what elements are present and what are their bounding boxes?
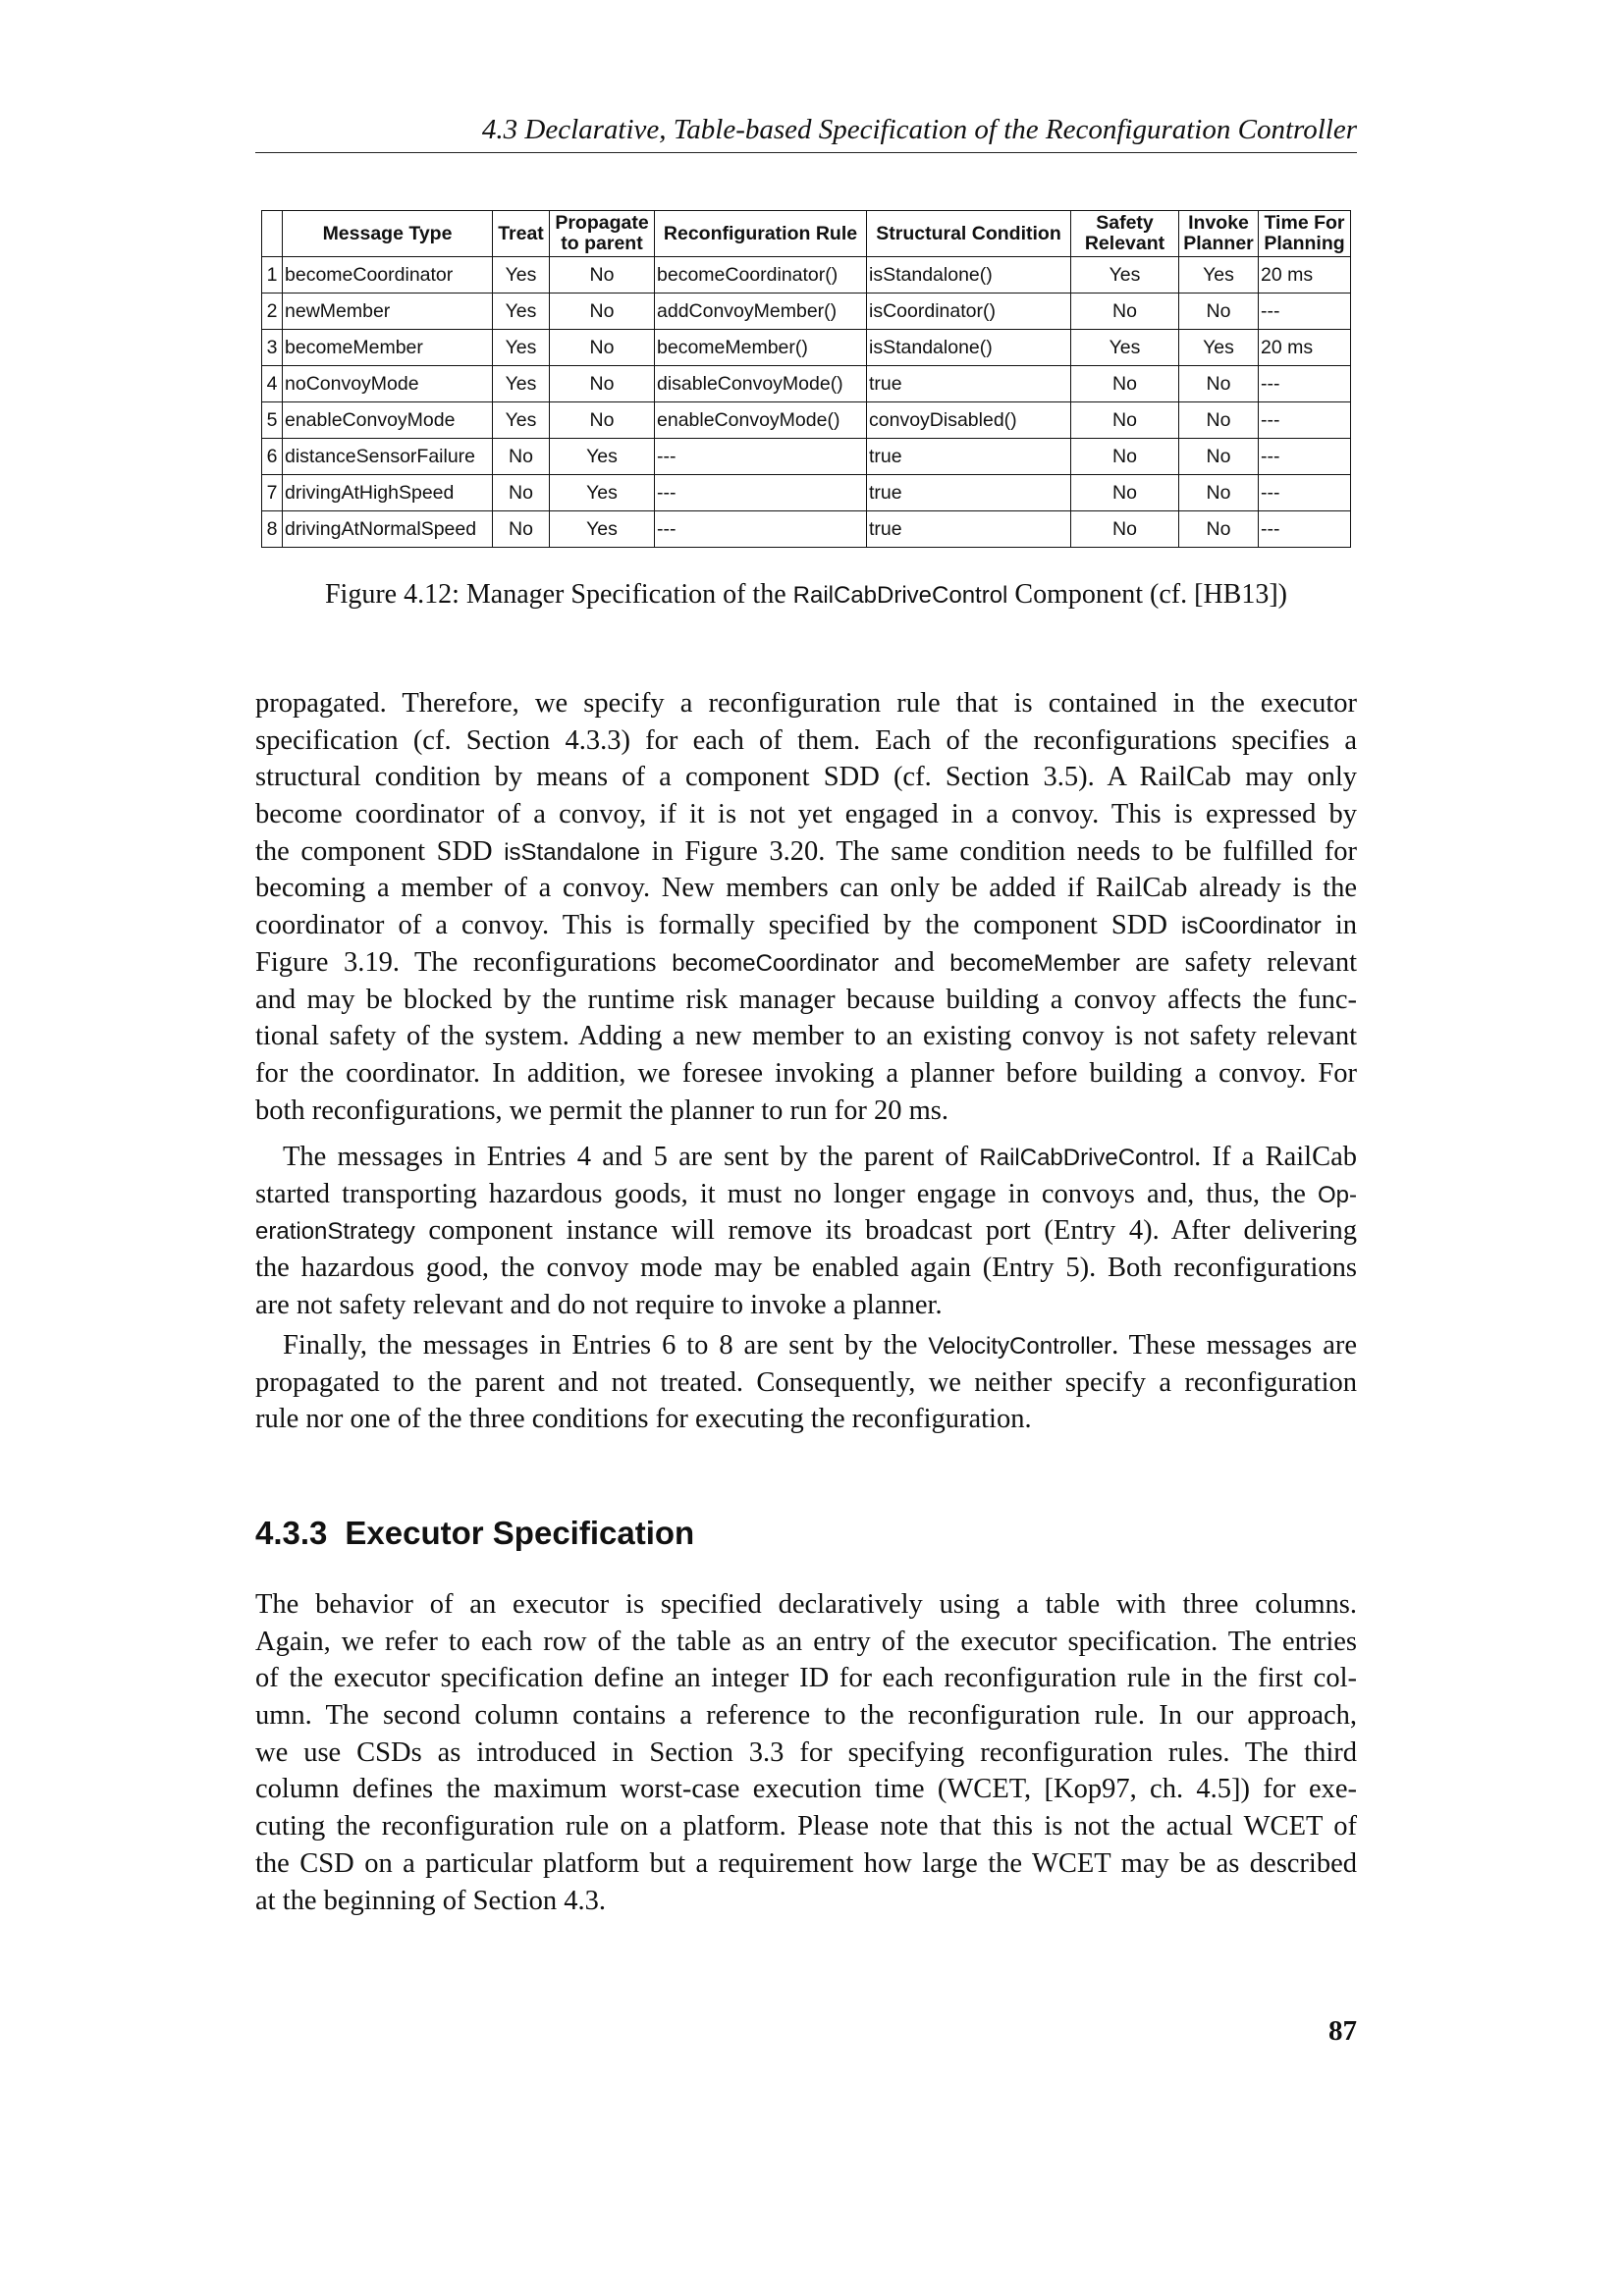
table-cell: Yes [493,330,550,366]
text-line [255,1055,1357,1093]
table-cell: --- [1259,366,1351,402]
table-cell: No [493,439,550,475]
code-identifier: isStandalone [504,838,640,866]
table-cell: disableConvoyMode() [655,366,867,402]
column-header-text: Propagate [555,212,649,234]
table-cell: No [1179,475,1259,511]
caption-component: RailCabDriveControl [792,582,1008,609]
table-cell: Yes [1179,330,1259,366]
table-cell: 8 [262,511,283,548]
column-header [655,211,867,257]
column-header-text: Safety [1096,212,1154,234]
text-run: at the beginning of Section 4.3. [255,1885,606,1916]
table-cell: 20 ms [1259,330,1351,366]
column-header-text: Time For [1264,212,1345,234]
table-cell: 6 [262,439,283,475]
text-line [255,1845,1357,1883]
table-cell: 3 [262,330,283,366]
table-cell: noConvoyMode [283,366,493,402]
table-cell: --- [655,439,867,475]
table-cell: Yes [493,402,550,439]
column-header [262,211,283,257]
text-run: specification (cf. Section 4.3.3) for each of them. Each of the reconfigurations specifies a [255,724,1357,756]
column-header [1071,211,1179,257]
table-cell: Yes [493,294,550,330]
text-run: and may be blocked by the runtime risk manager because building a convoy affects the func- [255,984,1357,1015]
table-cell: No [550,294,655,330]
table-cell: Yes [550,511,655,548]
text-run: we use CSDs as introduced in Section 3.3 for specifying reconfiguration rules. The third [255,1736,1357,1768]
column-header-text: Treat [498,222,544,244]
table-row [262,511,1351,548]
table-cell: true [867,439,1071,475]
paragraph-1 [255,685,1357,1129]
table-cell: 4 [262,366,283,402]
table-row [262,330,1351,366]
table-cell: No [1071,511,1179,548]
table-cell: becomeMember() [655,330,867,366]
text-line [255,1176,1357,1213]
column-header [1179,211,1259,257]
caption-prefix: Figure 4.12: Manager Specification of the [324,579,793,610]
table-cell: 5 [262,402,283,439]
column-header-text: to parent [561,233,643,254]
table-cell: No [550,402,655,439]
manager-specification-table [261,210,1351,548]
table-cell: enableConvoyMode [283,402,493,439]
table-cell: drivingAtNormalSpeed [283,511,493,548]
paragraph-4 [255,1586,1357,1919]
text-run: of the executor specification define an integer ID for each reconfiguration rule in the first col- [255,1663,1357,1694]
text-line [255,1018,1357,1055]
text-run: started transporting hazardous goods, it must no longer engage in convoys and, thus, the [255,1178,1318,1209]
column-header-text: Invoke [1188,212,1249,234]
text-line [255,759,1357,796]
table-cell: No [1071,475,1179,511]
code-identifier: RailCabDriveControl [979,1145,1195,1171]
text-line [255,833,1357,871]
page-number: 87 [1328,2015,1357,2047]
text-line [255,722,1357,760]
table-cell: convoyDisabled() [867,402,1071,439]
table-cell: distanceSensorFailure [283,439,493,475]
table-cell: newMember [283,294,493,330]
text-line [255,1697,1357,1735]
text-line [255,1624,1357,1661]
table-cell: drivingAtHighSpeed [283,475,493,511]
text-line [255,1660,1357,1697]
table-cell: No [1071,402,1179,439]
table-cell: --- [655,475,867,511]
table-cell: 20 ms [1259,257,1351,294]
text-line [255,1735,1357,1772]
text-run: the CSD on a particular platform but a requirement how large the WCET may be as described [255,1847,1357,1879]
text-run: the hazardous good, the convoy mode may be enabled again (Entry 5). Both reconfigurations [255,1253,1357,1284]
figure-caption [255,579,1357,611]
text-run: cuting the reconfiguration rule on a platform. Please note that this is not the actual WCET of [255,1811,1357,1842]
column-header [283,211,493,257]
text-run: propagated to the parent and not treated. Consequently, we neither specify a reconfiguration [255,1366,1357,1398]
text-line [255,1139,1357,1176]
table-cell: Yes [493,257,550,294]
text-run: component instance will remove its broadcast port (Entry 4). After delivering [414,1215,1357,1247]
text-run: umn. The second column contains a reference to the reconfiguration rule. In our approach, [255,1700,1357,1732]
table-cell: Yes [1179,257,1259,294]
text-line [255,1364,1357,1402]
text-run: in Figure 3.20. The same condition needs to be fulfilled for [640,835,1357,867]
table-cell: --- [655,511,867,548]
table-header-row [262,211,1351,257]
table-cell: Yes [1071,330,1179,366]
table-cell: isStandalone() [867,330,1071,366]
text-run: structural condition by means of a component SDD (cf. Section 3.5). A RailCab may only [255,762,1357,793]
table-cell: No [550,366,655,402]
text-line [255,1327,1357,1364]
code-identifier: VelocityController [928,1333,1112,1360]
text-line [255,1883,1357,1920]
code-identifier: becomeCoordinator [672,949,880,977]
section-heading [255,1515,694,1552]
text-run: coordinator of a convoy. This is formally specified by the component SDD [255,910,1182,941]
table-row [262,439,1351,475]
table-cell: No [550,330,655,366]
table-cell: Yes [550,475,655,511]
text-line [255,1250,1357,1287]
text-line [255,982,1357,1019]
table-cell: No [1071,366,1179,402]
table-cell: true [867,366,1071,402]
table-cell: 7 [262,475,283,511]
table-row [262,402,1351,439]
code-identifier: Op- [1317,1181,1357,1208]
table-cell: No [493,475,550,511]
text-run: in [1321,910,1357,941]
text-line [255,1287,1357,1324]
text-run: rule nor one of the three conditions for executing the reconfiguration. [255,1404,1032,1435]
table-cell: enableConvoyMode() [655,402,867,439]
table-cell: --- [1259,439,1351,475]
text-run: . These messages are [1111,1330,1357,1361]
text-line [255,907,1357,944]
table-row [262,257,1351,294]
text-run: The messages in Entries 4 and 5 are sent by the parent of [283,1142,980,1172]
table-cell: No [493,511,550,548]
table-cell: becomeCoordinator [283,257,493,294]
text-run: becoming a member of a convoy. New members can only be added if RailCab already is the [255,873,1357,904]
table-cell: becomeMember [283,330,493,366]
table-cell: No [550,257,655,294]
paragraph-2 [255,1139,1357,1323]
table-row [262,475,1351,511]
text-line [255,1586,1357,1624]
text-run: Figure 3.19. The reconfigurations [255,946,673,978]
text-run: Again, we refer to each row of the table as an entry of the executor specification. The entries [255,1626,1357,1657]
column-header-text: Structural Condition [876,222,1061,244]
text-run: Finally, the messages in Entries 6 to 8 are sent by the [283,1330,929,1361]
table-cell: isCoordinator() [867,294,1071,330]
text-line [255,685,1357,722]
code-identifier: erationStrategy [255,1218,415,1246]
column-header-text: Message Type [322,222,453,244]
text-run: column defines the maximum worst-case execution time (WCET, [Kop97, ch. 4.5]) for exe- [255,1774,1357,1805]
text-run: The behavior of an executor is specified declaratively using a table with three columns. [255,1589,1357,1620]
table-cell: --- [1259,402,1351,439]
table-cell: No [1179,294,1259,330]
table-cell: true [867,475,1071,511]
table-cell: No [1179,402,1259,439]
text-run: both reconfigurations, we permit the planner to run for 20 ms. [255,1095,948,1126]
text-line [255,944,1357,982]
table-cell: No [1179,439,1259,475]
table-cell: becomeCoordinator() [655,257,867,294]
table-cell: No [1071,294,1179,330]
text-run: for the coordinator. In addition, we foresee invoking a planner before building a convoy. For [255,1057,1357,1089]
column-header-text: Relevant [1084,233,1165,254]
table-row [262,366,1351,402]
text-run: and [879,946,950,978]
text-run: propagated. Therefore, we specify a reconfiguration rule that is contained in the executor [255,688,1357,719]
text-line [255,1212,1357,1250]
text-line [255,1808,1357,1845]
text-line [255,870,1357,907]
caption-suffix: Component (cf. [HB13]) [1007,579,1287,610]
table-cell: No [1071,439,1179,475]
text-run: the component SDD [255,835,505,867]
text-run: become coordinator of a convoy, if it is not yet engaged in a convoy. This is expressed by [255,799,1357,830]
table-cell: Yes [1071,257,1179,294]
table-cell: true [867,511,1071,548]
text-run: are safety relevant [1119,946,1357,978]
column-header-text: Reconfiguration Rule [663,222,858,244]
table-cell: --- [1259,511,1351,548]
section-number: 4.3.3 [255,1515,328,1551]
table-cell: Yes [493,366,550,402]
text-line [255,1401,1357,1438]
column-header [1259,211,1351,257]
header-rule [255,152,1357,153]
column-header [867,211,1071,257]
text-line [255,1093,1357,1130]
running-head: 4.3 Declarative, Table-based Specification of the Reconfiguration Controller [481,114,1357,145]
column-header-text: Planner [1183,233,1254,254]
column-header-text: Planning [1264,233,1345,254]
paragraph-3 [255,1327,1357,1438]
column-header [493,211,550,257]
table-row [262,294,1351,330]
text-line [255,1771,1357,1808]
table-cell: addConvoyMember() [655,294,867,330]
text-run: are not safety relevant and do not require to invoke a planner. [255,1289,943,1320]
table-cell: isStandalone() [867,257,1071,294]
table-cell: Yes [550,439,655,475]
code-identifier: becomeMember [949,949,1120,977]
table-cell: 1 [262,257,283,294]
table-cell: --- [1259,475,1351,511]
text-run: tional safety of the system. Adding a new member to an existing convoy is not safety relevant [255,1021,1357,1052]
column-header [550,211,655,257]
text-run: . If a RailCab [1194,1142,1357,1172]
text-line [255,796,1357,833]
table-cell: 2 [262,294,283,330]
table-cell: --- [1259,294,1351,330]
table-cell: No [1179,511,1259,548]
table-cell: No [1179,366,1259,402]
code-identifier: isCoordinator [1181,913,1322,940]
section-title: Executor Specification [345,1515,695,1551]
